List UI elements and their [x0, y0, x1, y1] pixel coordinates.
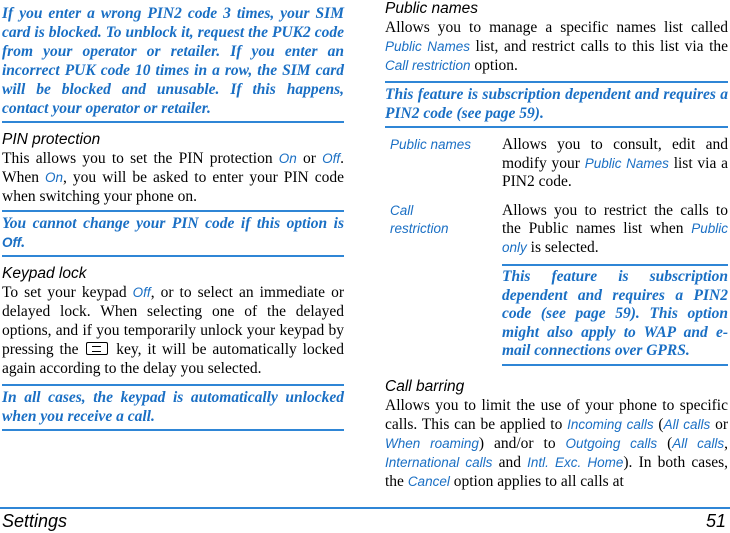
- footer-rule: [0, 507, 730, 509]
- hash-key-icon: [86, 342, 108, 355]
- pin-protection-heading: PIN protection: [2, 131, 101, 148]
- pin2-warning-note: If you enter a wrong PIN2 code 3 times, your SIM card is blocked. To unblock it, request the PUK2 code from your operator or retailer. If you enter an incorrect PUK code 10 times in a row, the SIM card will be blocked and unusable. If this happens, contact your operator or retailer.: [2, 4, 344, 123]
- page-number: 51: [705, 511, 726, 531]
- table-row: [385, 132, 728, 192]
- footer-section-title: Settings: [2, 511, 68, 531]
- pin-protection-text: This allows you to set the PIN protection On or Off. When On, you will be asked to enter your PIN code when switching your phone on.: [2, 150, 344, 205]
- call-barring-text: Allows you to limit the use of your phone to specific calls. This can be applied to Incoming calls (All calls or When roaming) and/or to Outgoing calls (All calls, International calls and Intl. Exc. Home). In both cases, the Cancel option applies to all calls at: [385, 396, 729, 490]
- table-row: [385, 192, 728, 366]
- table-description: Allows you to consult, edit and modify your Public Names list via a PIN2 code.: [502, 136, 729, 190]
- right-column: [385, 0, 728, 491]
- keypad-lock-heading: Keypad lock: [2, 265, 87, 282]
- call-restriction-note: This feature is subscription dependent and requires a PIN2 code (see page 59). This option might also apply to WAP and e-mail connections over GPRS.: [502, 264, 728, 366]
- public-names-heading: Public names: [385, 0, 479, 17]
- public-names-note: This feature is subscription dependent and requires a PIN2 code (see page 59).: [385, 81, 728, 128]
- public-names-text: Allows you to manage a specific names list called Public Names list, and restrict calls to this list via the Call restriction option.: [385, 19, 729, 74]
- left-column: [2, 0, 344, 431]
- table-description: Allows you to restrict the calls to the Public names list when Public only is selected. This feature is subscription dependent and requires a PIN2 code (see page 59). This option might also apply to WAP and e-mail connections over GPRS.: [502, 192, 728, 366]
- public-names-table: [385, 132, 728, 366]
- pin-change-note: You cannot change your PIN code if this option is Off.: [2, 210, 344, 257]
- call-barring-heading: Call barring: [385, 377, 465, 395]
- keypad-lock-text: To set your keypad Off, or to select an immediate or delayed lock. When selecting one of the delayed options, and if you temporarily unlock your keypad by pressing the key, it will be automatically locked again according to the delay you selected.: [2, 284, 344, 377]
- table-term: Call restriction: [390, 202, 449, 236]
- keypad-unlock-note: In all cases, the keypad is automatically unlocked when you receive a call.: [2, 384, 344, 431]
- table-term: Public names: [390, 137, 472, 152]
